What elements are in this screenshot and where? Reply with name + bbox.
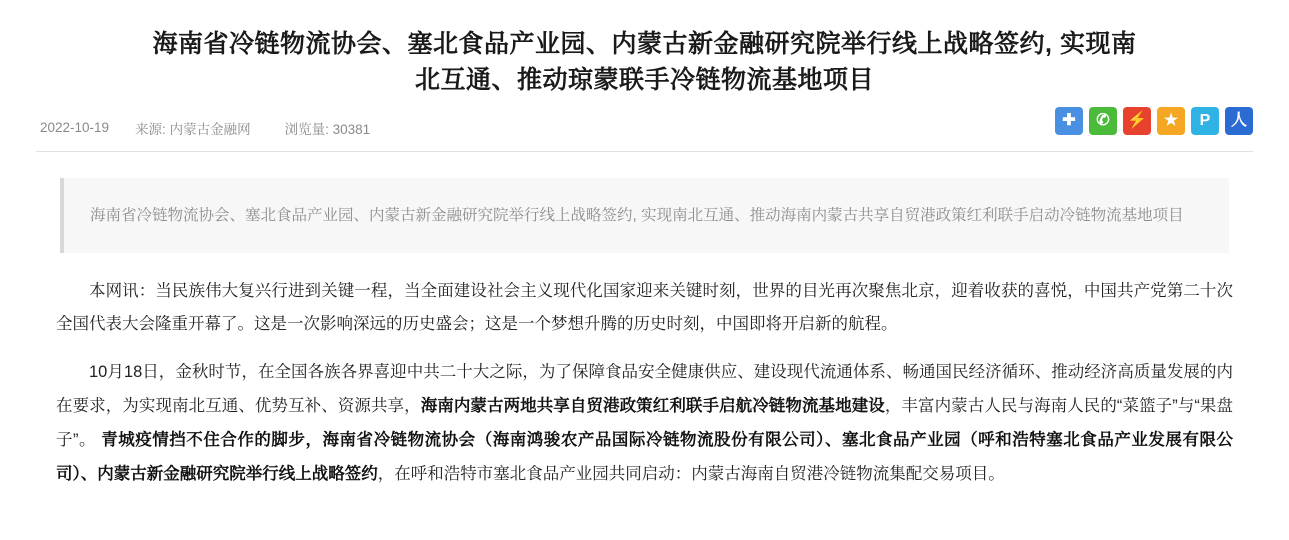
favorite-star-icon[interactable]: ★	[1157, 107, 1185, 135]
qzone-icon[interactable]: P	[1191, 107, 1219, 135]
page-title: 海南省冷链物流协会、塞北食品产业园、内蒙古新金融研究院举行线上战略签约, 实现南北互通、推动琼蒙联手冷链物流基地项目	[152, 30, 1137, 95]
weibo-icon[interactable]: ⚡	[1123, 107, 1151, 135]
source-value: 内蒙古金融网	[169, 121, 251, 137]
source-label: 来源:	[135, 121, 166, 137]
emphasized-text: 青城疫情挡不住合作的脚步，海南省冷链物流协会（海南鸿骏农产品国际冷链物流股份有限公司）、塞北食品产业园（呼和浩特塞北食品产业发展有限公司）、内蒙古新金融研究院举行线上战略签约	[56, 430, 1233, 483]
body-text: 10月18日，金秋时节，在全国各族各界喜迎中共二十大之际，为了保障食品安全健康供应、建设现代流通体系、畅通国民经济循环、推动经济高质量发展的内在要求，为实现南北互通、优势互补、资源共享，	[56, 363, 1233, 415]
meta-divider	[36, 151, 1253, 152]
views-label: 浏览量:	[284, 121, 329, 137]
article-summary: 海南省冷链物流协会、塞北食品产业园、内蒙古新金融研究院举行线上战略签约, 实现南北互通、推动海南内蒙古共享自贸港政策红利联手启动冷链物流基地项目	[60, 178, 1229, 253]
body-text: ，丰富内蒙古人民与海南人民的“菜篮子”与“果盘子”。	[56, 396, 1234, 449]
share-bar	[1055, 107, 1253, 135]
article-meta	[0, 99, 1289, 139]
views-info	[285, 118, 371, 138]
article-body	[56, 275, 1233, 492]
more-share-icon[interactable]: ✚	[1055, 107, 1083, 135]
publish-date: 2022-10-19	[40, 120, 110, 135]
renren-icon[interactable]: 人	[1225, 107, 1253, 135]
body-paragraph	[56, 356, 1233, 491]
emphasized-text: 海南内蒙古两地共享自贸港政策红利联手启航冷链物流基地建设	[420, 396, 885, 415]
source-info	[135, 118, 251, 138]
body-text: ，在呼和浩特市塞北食品产业园共同启动：内蒙古海南自贸港冷链物流集配交易项目。	[377, 464, 1005, 483]
body-paragraph	[56, 275, 1233, 343]
views-count: 30381	[332, 121, 371, 137]
wechat-icon[interactable]: ✆	[1089, 107, 1117, 135]
body-text: 本网讯：当民族伟大复兴行进到关键一程，当全面建设社会主义现代化国家迎来关键时刻，世界的目光再次聚焦北京，迎着收获的喜悦，中国共产党第二十次全国代表大会隆重开幕了。这是一次影响深远的历史盛会；这是一个梦想升腾的历史时刻，中国即将开启新的航程。	[56, 281, 1233, 334]
